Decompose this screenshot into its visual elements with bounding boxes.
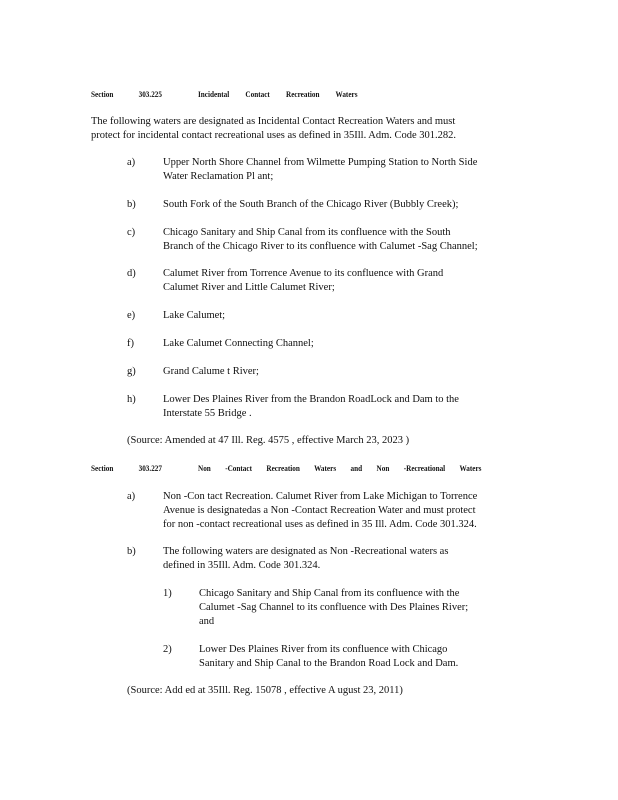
list-item-line: Lower Des Plaines River from the Brandon RoadLock and Dam to the (163, 394, 459, 405)
list-item (163, 309, 225, 323)
sublist-marker: 2) (163, 644, 172, 655)
sublist-item-line: and (199, 616, 215, 627)
list-item (163, 393, 459, 421)
intro-line: The following waters are designated as Incidental Contact Recreation Waters and must (91, 116, 456, 127)
list-item-line: defined in 35Ill. Adm. Code 301.324. (163, 560, 321, 571)
list-marker: a) (127, 157, 136, 168)
list-item-line: Chicago Sanitary and Ship Canal from its confluence with the South (163, 227, 451, 238)
list-marker: e) (127, 310, 136, 321)
section-label: Section (91, 90, 114, 99)
list-marker: b) (127, 199, 136, 210)
list-item-line: Non -Con tact Recreation. Calumet River from Lake Michigan to Torrence (163, 491, 478, 502)
section-title: Non -Contact Recreation Waters and Non -Recreational Waters (198, 464, 482, 473)
list-item (163, 490, 477, 532)
list-item (163, 337, 314, 351)
section-heading-303-225 (91, 90, 358, 99)
sublist-item-line: Chicago Sanitary and Ship Canal from its confluence with the (199, 588, 460, 599)
list-item-line: Lake Calumet Connecting Channel; (163, 338, 314, 349)
list-item (163, 267, 443, 295)
sublist-item-line: Sanitary and Ship Canal to the Brandon Road Lock and Dam. (199, 658, 459, 669)
list-item-line: Water Reclamation Pl ant; (163, 171, 274, 182)
list-item (163, 365, 259, 379)
list-item (163, 198, 458, 212)
list-item-line: Branch of the Chicago River to its confluence with Calumet -Sag Channel; (163, 241, 478, 252)
list-marker: c) (127, 227, 136, 238)
list-item-line: Upper North Shore Channel from Wilmette Pumping Station to North Side (163, 157, 478, 168)
list-marker: a) (127, 491, 136, 502)
list-item-line: Calumet River and Little Calumet River; (163, 282, 335, 293)
list-item-line: Avenue is designatedas a Non -Contact Recreation Water and must protect (163, 505, 476, 516)
sublist-item-line: Lower Des Plaines River from its confluence with Chicago (199, 644, 448, 655)
list-marker: g) (127, 366, 136, 377)
list-item-line: Interstate 55 Bridge . (163, 408, 252, 419)
section-number: 303.227 (138, 464, 163, 473)
list-marker: f) (127, 338, 134, 349)
list-item-line: Calumet River from Torrence Avenue to its confluence with Grand (163, 268, 444, 279)
sublist-item-line: Calumet -Sag Channel to its confluence with Des Plaines River; (199, 602, 469, 613)
list-item-line: Grand Calume t River; (163, 366, 259, 377)
list-marker: b) (127, 546, 136, 557)
list-item-line: Lake Calumet; (163, 310, 226, 321)
list-marker: d) (127, 268, 136, 279)
section-label: Section (91, 464, 114, 473)
sublist-item (199, 643, 458, 671)
sublist-item (199, 587, 468, 629)
list-item-line: South Fork of the South Branch of the Chicago River (Bubbly Creek); (163, 199, 459, 210)
list-item-line: for non -contact recreational uses as defined in 35 Ill. Adm. Code 301.324. (163, 519, 477, 530)
list-item-line: The following waters are designated as Non -Recreational waters as (163, 546, 449, 557)
section-number: 303.225 (138, 90, 163, 99)
section-intro (91, 115, 456, 143)
source-note: (Source: Amended at 47 Ill. Reg. 4575 , effective March 23, 2023 ) (127, 435, 410, 446)
list-item (163, 156, 477, 184)
list-item (163, 226, 478, 254)
intro-line: protect for incidental contact recreational uses as defined in 35Ill. Adm. Code 301.282. (91, 130, 457, 141)
section-heading-303-227 (91, 464, 481, 473)
source-note: (Source: Add ed at 35Ill. Reg. 15078 , effective A ugust 23, 2011) (127, 685, 403, 696)
sublist-marker: 1) (163, 588, 172, 599)
section-title: Incidental Contact Recreation Waters (198, 90, 358, 99)
list-marker: h) (127, 394, 136, 405)
list-item (163, 545, 448, 573)
